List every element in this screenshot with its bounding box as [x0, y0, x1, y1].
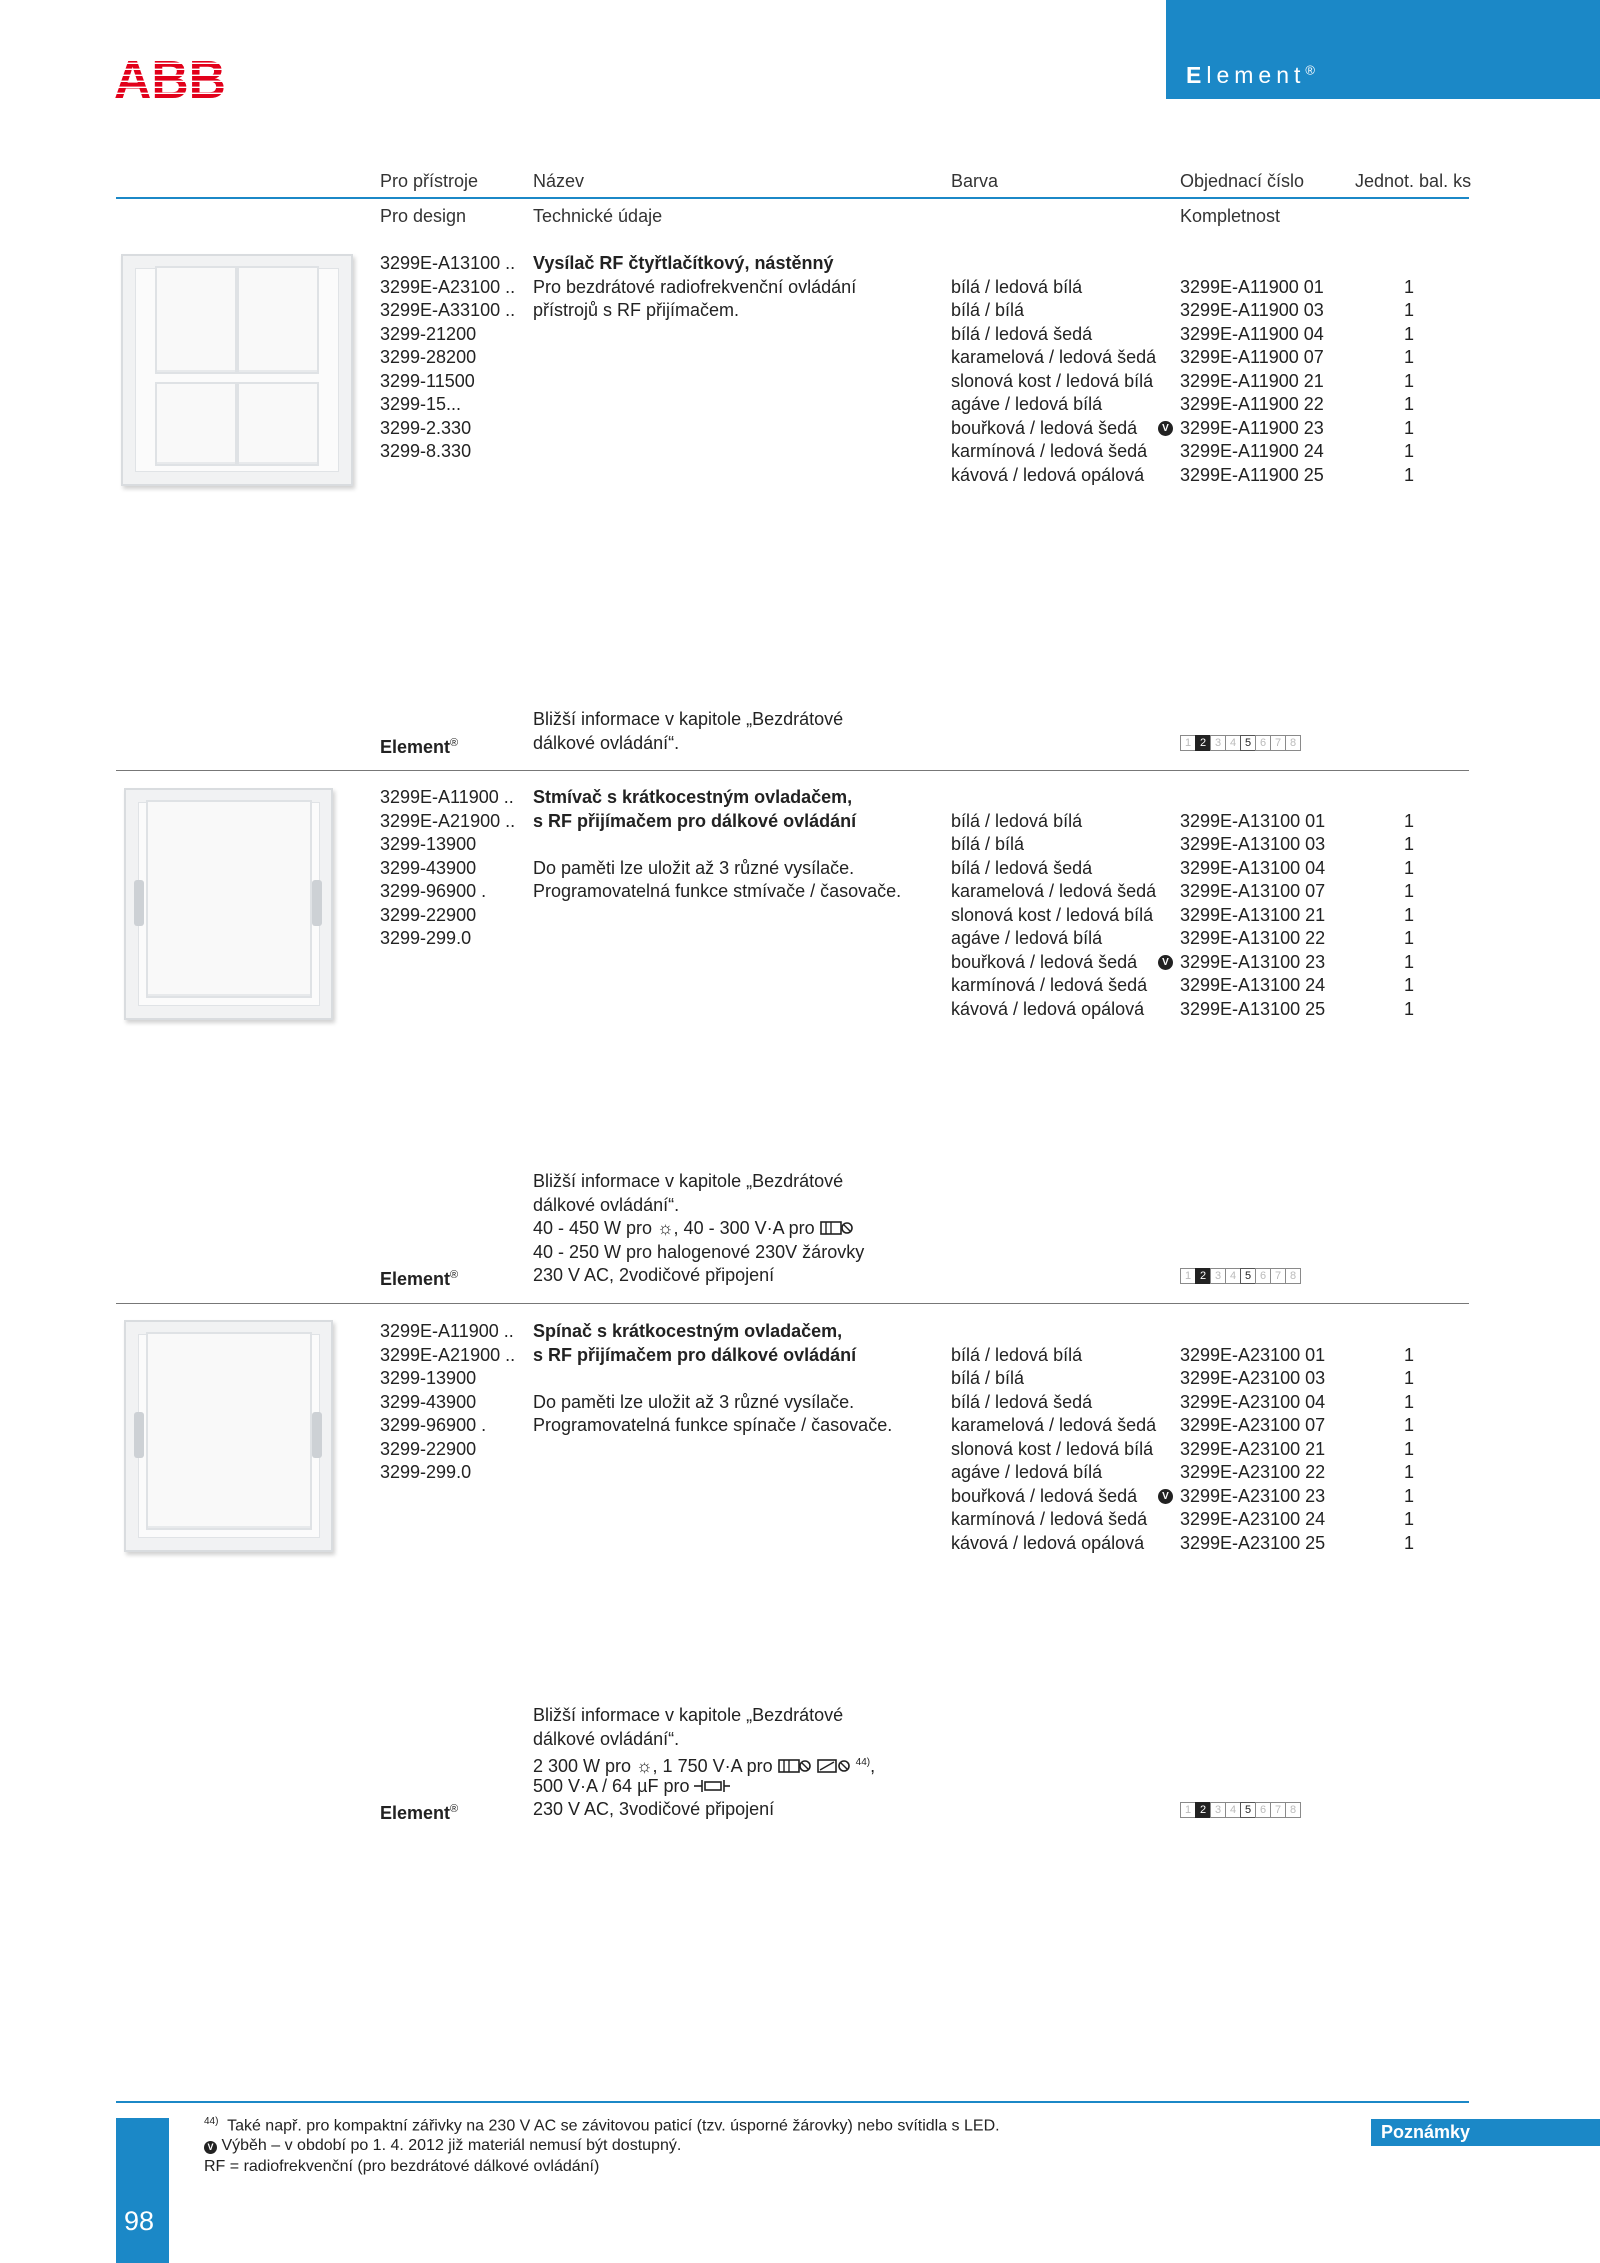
qty-cell: 1: [1404, 323, 1415, 344]
qty-cell: 1: [1404, 881, 1415, 901]
order-number: 3299E-A11900 07: [1180, 347, 1324, 367]
sec2-desc: Do paměti lze uložit až 3 různé vysílače.: [533, 857, 855, 878]
series-rest: lement: [1206, 62, 1306, 88]
order-number: 3299E-A11900 21: [1180, 370, 1324, 391]
color-cell: karamelová / ledová šedá: [951, 1415, 1157, 1435]
abb-logo: [114, 52, 226, 100]
order-number: 3299E-A13100 03: [1180, 834, 1326, 854]
order-number: 3299E-A23100 22: [1180, 1462, 1326, 1482]
color-cell: slonová kost / ledová bílá: [951, 1438, 1154, 1459]
product-image-switch: [124, 1320, 333, 1552]
sec2-ref: 3299E-A11900 ..: [380, 787, 514, 807]
footnote-rf: RF = radiofrekvenční (pro bezdrátové dálkové ovládání): [204, 2158, 600, 2175]
qty-cell: 1: [1404, 276, 1415, 297]
sec3-note: 230 V AC, 3vodičové připojení: [533, 1799, 775, 1819]
fluorescent-lamp-icon: [778, 1758, 812, 1774]
button-bottom-right: [237, 382, 319, 466]
sec3-desc: Programovatelná funkce spínače / časovače.: [533, 1415, 893, 1435]
qty-cell: 1: [1404, 1438, 1415, 1459]
notes-tag: Poznámky: [1371, 2119, 1600, 2146]
color-cell: bílá / bílá: [951, 1368, 1025, 1388]
sec1-ref: 3299-11500: [380, 370, 475, 391]
rocker: [146, 1332, 312, 1530]
order-number: 3299E-A23100 25: [1180, 1532, 1326, 1553]
page-number-bar: [116, 2118, 169, 2263]
chapter-index: 1 2 3 4 5 6 7 8: [1180, 1802, 1300, 1818]
footer-rule: [116, 2101, 1469, 2103]
sec3-note: 2 300 W pro ☼, 1 750 V·A pro $^{44)}$,: [533, 1756, 876, 1776]
sec1-note: dálkové ovládání“.: [533, 732, 680, 753]
qty-cell: 1: [1404, 1344, 1415, 1365]
color-cell: bílá / bílá: [951, 834, 1025, 854]
qty-cell: 1: [1404, 904, 1415, 925]
color-cell: karmínová / ledová šedá: [951, 441, 1148, 461]
order-number: 3299E-A13100 07: [1180, 881, 1326, 901]
page-number: 98: [124, 2206, 155, 2236]
button-bottom-left: [155, 382, 237, 466]
qty-cell: 1: [1404, 1415, 1415, 1435]
color-cell: bílá / ledová bílá: [951, 276, 1083, 297]
qty-cell: 1: [1404, 857, 1415, 878]
order-number: 3299E-A23100 04: [1180, 1391, 1326, 1412]
color-cell: bouřková / ledová šedá: [951, 1485, 1138, 1506]
svg-text:ABB: ABB: [114, 52, 226, 100]
color-cell: bílá / ledová šedá: [951, 857, 1093, 878]
sec2-note: 40 - 250 W pro halogenové 230V žárovky: [533, 1241, 865, 1262]
hdr-device: Pro přístroje: [380, 171, 479, 191]
section-divider: [116, 770, 1469, 771]
order-number: 3299E-A13100 21: [1180, 904, 1326, 925]
qty-cell: 1: [1404, 417, 1415, 438]
sec2-note: Bližší informace v kapitole „Bezdrátové: [533, 1171, 844, 1191]
qty-cell: 1: [1404, 928, 1415, 948]
sec3-ref: 3299-43900: [380, 1391, 477, 1412]
sec1-ref: 3299-21200: [380, 323, 477, 344]
phase-out-icon: V: [1158, 421, 1173, 436]
sec1-title: Vysílač RF čtyřtlačítkový, nástěnný: [533, 253, 834, 273]
capacitive-load-icon: [694, 1779, 730, 1793]
sec2-ref: 3299-96900 .: [380, 881, 487, 901]
product-image-dimmer: [124, 788, 333, 1020]
series-name: [1186, 62, 1315, 89]
order-number: 3299E-A23100 01: [1180, 1344, 1326, 1365]
chapter-index: 1 2 3 4 5 6 7 8: [1180, 735, 1300, 751]
qty-cell: 1: [1404, 951, 1415, 972]
order-number: 3299E-A11900 03: [1180, 300, 1324, 320]
order-number: 3299E-A11900 01: [1180, 276, 1324, 297]
sec2-desc: Programovatelná funkce stmívače / časovače.: [533, 881, 902, 901]
transformer-lamp-icon: [817, 1758, 851, 1774]
color-cell: bouřková / ledová šedá: [951, 951, 1138, 972]
sec3-ref: 3299E-A11900 ..: [380, 1321, 514, 1341]
chapter-index: 1 2 3 4 5 6 7 8: [1180, 1268, 1300, 1284]
hdr-complete: Kompletnost: [1180, 206, 1281, 226]
sec1-ref: 3299E-A13100 ..: [380, 253, 516, 273]
product-image-rf-transmitter: [121, 254, 353, 486]
phase-out-icon: V: [204, 2141, 217, 2154]
button-top-left: [155, 266, 237, 374]
hdr-name: Název: [533, 171, 585, 191]
sec3-design: Element®: [380, 1803, 459, 1823]
color-cell: agáve / ledová bílá: [951, 928, 1103, 948]
qty-cell: 1: [1404, 810, 1415, 831]
sec3-ref: 3299-96900 .: [380, 1415, 487, 1435]
sec1-ref: 3299E-A23100 ..: [380, 276, 516, 297]
color-cell: bouřková / ledová šedá: [951, 417, 1138, 438]
order-number: 3299E-A13100 24: [1180, 975, 1326, 995]
color-cell: agáve / ledová bílá: [951, 1462, 1103, 1482]
sec2-ref: 3299-299.0: [380, 928, 472, 948]
color-cell: karamelová / ledová šedá: [951, 881, 1157, 901]
qty-cell: 1: [1404, 347, 1415, 367]
order-number: 3299E-A13100 25: [1180, 998, 1326, 1019]
sec2-ref: 3299E-A21900 ..: [380, 810, 516, 831]
qty-cell: 1: [1404, 975, 1415, 995]
qty-cell: 1: [1404, 394, 1415, 414]
color-cell: kávová / ledová opálová: [951, 998, 1145, 1019]
sec1-ref: 3299-8.330: [380, 441, 472, 461]
hdr-qty: Jednot. bal. ks: [1355, 171, 1472, 191]
qty-cell: 1: [1404, 834, 1415, 854]
button-top-right: [237, 266, 319, 374]
hdr-color: Barva: [951, 171, 999, 191]
hdr-tech: Technické údaje: [533, 206, 663, 226]
sec2-note: dálkové ovládání“.: [533, 1194, 680, 1215]
color-cell: kávová / ledová opálová: [951, 1532, 1145, 1553]
sec2-note: 230 V AC, 2vodičové připojení: [533, 1265, 775, 1285]
color-cell: kávová / ledová opálová: [951, 464, 1145, 485]
sec3-ref: 3299-22900: [380, 1438, 477, 1459]
sec2-ref: 3299-43900: [380, 857, 477, 878]
sec3-note: 500 V·A / 64 µF pro: [533, 1775, 730, 1799]
qty-cell: 1: [1404, 1462, 1415, 1482]
color-cell: agáve / ledová bílá: [951, 394, 1103, 414]
qty-cell: 1: [1404, 998, 1415, 1019]
qty-cell: 1: [1404, 1509, 1415, 1529]
sec1-ref: 3299-2.330: [380, 417, 472, 438]
footnote-phase-out: V Výběh – v období po 1. 4. 2012 již materiál nemusí být dostupný.: [204, 2137, 681, 2155]
qty-cell: 1: [1404, 1485, 1415, 1506]
order-number: 3299E-A13100 22: [1180, 928, 1326, 948]
series-reg: ®: [1305, 62, 1315, 78]
phase-out-icon: V: [1158, 1489, 1173, 1504]
fluorescent-lamp-icon: [820, 1220, 854, 1236]
sec3-title: Spínač s krátkocestným ovladačem,: [533, 1321, 843, 1341]
hdr-design: Pro design: [380, 206, 467, 226]
qty-cell: 1: [1404, 464, 1415, 485]
rocker: [146, 800, 312, 998]
sec1-design: Element®: [380, 737, 459, 757]
qty-cell: 1: [1404, 441, 1415, 461]
series-initial: E: [1186, 62, 1207, 88]
order-number: 3299E-A23100 24: [1180, 1509, 1326, 1529]
order-number: 3299E-A23100 21: [1180, 1438, 1326, 1459]
section-divider: [116, 1303, 1469, 1304]
sec3-ref: 3299-299.0: [380, 1462, 472, 1482]
order-number: 3299E-A23100 07: [1180, 1415, 1326, 1435]
order-number: 3299E-A11900 22: [1180, 394, 1324, 414]
sec3-title: s RF přijímačem pro dálkové ovládání: [533, 1344, 857, 1365]
order-number: 3299E-A13100 01: [1180, 810, 1326, 831]
color-cell: slonová kost / ledová bílá: [951, 904, 1154, 925]
color-cell: karmínová / ledová šedá: [951, 975, 1148, 995]
sec2-title: Stmívač s krátkocestným ovladačem,: [533, 787, 853, 807]
color-cell: bílá / ledová šedá: [951, 323, 1093, 344]
color-cell: karamelová / ledová šedá: [951, 347, 1157, 367]
sec1-ref: 3299E-A33100 ..: [380, 300, 516, 320]
qty-cell: 1: [1404, 1391, 1415, 1412]
qty-cell: 1: [1404, 1368, 1415, 1388]
footnote-44: $^{44)}$ Také např. pro kompaktní zářivky na 230 V AC se závitovou paticí (tzv. úsporné žárovky) nebo svítidla s LED.: [204, 2116, 1000, 2135]
sec3-ref: 3299E-A21900 ..: [380, 1344, 516, 1365]
sec2-ref: 3299-22900: [380, 904, 477, 925]
sec1-desc: Pro bezdrátové radiofrekvenční ovládání: [533, 276, 857, 297]
sec1-ref: 3299-15...: [380, 394, 462, 414]
sec2-note: 40 - 450 W pro ☼, 40 - 300 V·A pro: [533, 1217, 854, 1241]
order-number: 3299E-A23100 23: [1180, 1485, 1326, 1506]
sec3-ref: 3299-13900: [380, 1368, 477, 1388]
sec3-note: Bližší informace v kapitole „Bezdrátové: [533, 1705, 844, 1725]
sec3-desc: Do paměti lze uložit až 3 různé vysílače.: [533, 1391, 855, 1412]
sec3-note: dálkové ovládání“.: [533, 1728, 680, 1749]
color-cell: karmínová / ledová šedá: [951, 1509, 1148, 1529]
order-number: 3299E-A11900 25: [1180, 464, 1324, 485]
color-cell: bílá / ledová bílá: [951, 810, 1083, 831]
sec2-title: s RF přijímačem pro dálkové ovládání: [533, 810, 857, 831]
qty-cell: 1: [1404, 1532, 1415, 1553]
color-cell: bílá / ledová bílá: [951, 1344, 1083, 1365]
sec1-ref: 3299-28200: [380, 347, 477, 367]
color-cell: slonová kost / ledová bílá: [951, 370, 1154, 391]
color-cell: bílá / bílá: [951, 300, 1025, 320]
hdr-order: Objednací číslo: [1180, 171, 1305, 191]
sec2-ref: 3299-13900: [380, 834, 477, 854]
phase-out-icon: V: [1158, 955, 1173, 970]
sec1-note: Bližší informace v kapitole „Bezdrátové: [533, 709, 844, 729]
sec1-desc: přístrojů s RF přijímačem.: [533, 300, 740, 320]
order-number: 3299E-A13100 04: [1180, 857, 1326, 878]
qty-cell: 1: [1404, 370, 1415, 391]
sec2-design: Element®: [380, 1269, 459, 1289]
order-number: 3299E-A11900 04: [1180, 323, 1324, 344]
color-cell: bílá / ledová šedá: [951, 1391, 1093, 1412]
order-number: 3299E-A11900 23: [1180, 417, 1324, 438]
header-top-rule: [116, 197, 1469, 199]
order-number: 3299E-A11900 24: [1180, 441, 1324, 461]
order-number: 3299E-A13100 23: [1180, 951, 1326, 972]
qty-cell: 1: [1404, 300, 1415, 320]
order-number: 3299E-A23100 03: [1180, 1368, 1326, 1388]
